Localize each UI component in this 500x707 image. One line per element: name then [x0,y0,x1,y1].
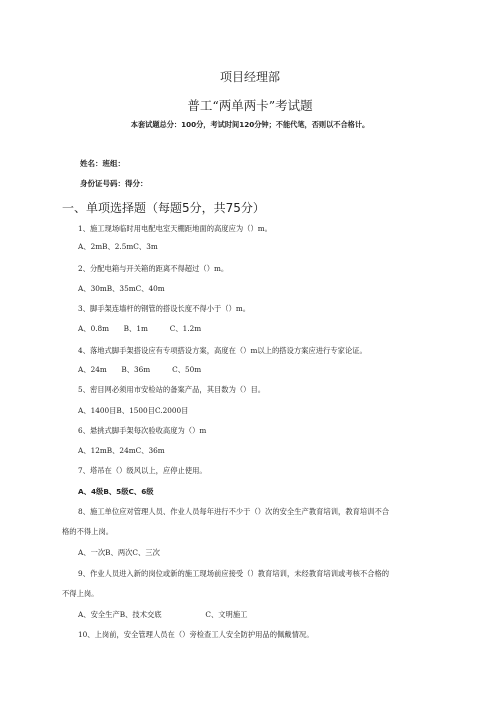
exam-title: 普工“两单两卡”考试题 [187,98,313,113]
answer-1: A、2mB、2.5mC、3m [78,242,158,251]
answer-3: A、0.8m B、1m C、1.2m [78,324,202,333]
question-10: 10、上岗前，安全管理人员在（）旁检查工人安全防护用品的佩戴情况。 [78,630,314,639]
answer-7: A、4级B、5级C、6级 [78,487,154,496]
question-5: 5、密目网必须用市安检站的备案产品，其目数为（）目。 [78,385,266,394]
answer-4: A、24m B、36m C、50m [78,365,202,374]
question-8-continued: 格的不得上岗。 [62,527,114,536]
question-2: 2、分配电箱与开关箱的距离不得超过（）m。 [78,264,229,273]
id-score-field: 身份证号码：得分： [80,179,148,188]
answer-5: A、1400目B、1500目C.2000目 [78,406,189,415]
question-4: 4、落地式脚手架搭设应有专项搭设方案，高度在（）m以上的搭设方案应进行专家论证。 [78,346,367,355]
question-9: 9、作业人员进入新的岗位或新的施工现场前应接受（）教育培训，未经教育培训或考核不合格的 [78,569,390,578]
question-9-continued: 不得上岗。 [62,589,99,598]
section-title: 一、单项选择题（每题5分，共75分） [62,201,265,215]
question-3: 3、脚手架连墙杆的钢管的搭设长度不得小于（）m。 [78,304,251,313]
name-group-field: 姓名：班组： [80,159,125,168]
question-6: 6、悬挑式脚手架每次验收高度为（）m [78,426,207,435]
answer-6: A、12mB、24mC、36m [78,446,165,455]
answer-9: A、安全生产B、技术交底 C、文明施工 [78,610,248,619]
question-1: 1、施工现场临时用电配电室天棚距地面的高度应为（）m。 [78,224,272,233]
question-8: 8、施工单位应对管理人员、作业人员每年进行不少于（）次的安全生产教育培训，教育培训不合 [78,507,390,516]
answer-2: A、30mB、35mC、40m [78,284,165,293]
department-heading: 项目经理部 [219,70,280,84]
answer-8: A、一次B、两次C、三次 [78,548,160,557]
question-7: 7、塔吊在（）级风以上，应停止使用。 [78,466,207,475]
exam-notice: 本套试题总分：100分，考试时间120分钟；不能代笔，否则以不合格计。 [130,120,370,129]
